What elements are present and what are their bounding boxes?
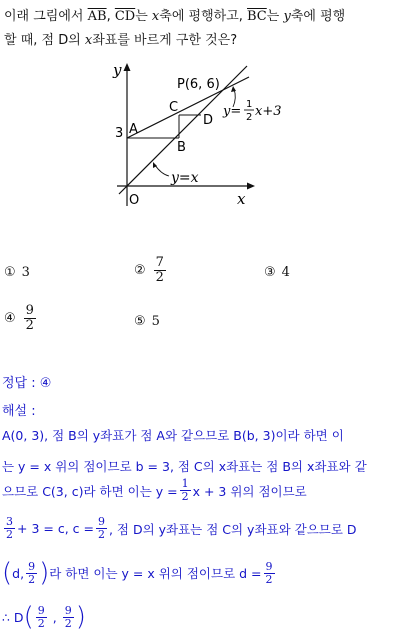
question-fragment: 는 [266, 9, 284, 24]
coordinate-figure [105, 58, 295, 218]
line2-eq: y=x [171, 170, 199, 186]
solution-heading: 해설 : [2, 404, 36, 419]
solution-text: + 3 = c, c = [17, 521, 94, 536]
segment-cd: $\overline{CD}$ [114, 9, 136, 24]
question-fragment: 축에 평행하고, [159, 9, 248, 24]
fraction-denominator: 2 [64, 616, 72, 630]
fraction-denominator: 2 [37, 616, 45, 630]
fraction-half [180, 478, 191, 503]
solution-block [2, 372, 398, 642]
fraction-numerator: 9 [37, 603, 45, 617]
fraction-9-2 [26, 561, 37, 586]
paren-right: ) [39, 558, 50, 588]
label-pointer-line2 [155, 165, 169, 176]
question-line-2 [4, 30, 396, 52]
solution-line-2: 는 y = x 위의 점이므로 b = 3, 점 C의 x좌표는 점 B의 x좌표와 같 [2, 459, 367, 474]
point-p-label: P(6, 6) [177, 77, 220, 92]
line1-eq-num: 1 [246, 99, 253, 110]
solution-text: 으므로 C(3, c)라 하면 이는 y = [2, 483, 178, 499]
var-y: y [283, 9, 291, 24]
choice-mark: ④ [4, 311, 16, 326]
fraction-denominator: 2 [25, 318, 34, 333]
point-a-label: A [129, 122, 138, 137]
solution-text: x + 3 위의 점이므로 [192, 483, 307, 499]
line1-eq-prefix: y= [223, 104, 242, 119]
y-axis-arrow [124, 63, 131, 71]
question-line-1 [4, 6, 396, 28]
choice-fraction [154, 256, 166, 285]
choice-4[interactable] [4, 304, 38, 333]
point-d-label: D [203, 113, 214, 128]
choice-3[interactable] [264, 265, 290, 280]
fraction-numerator: 9 [28, 559, 36, 573]
point-c-label: C [169, 100, 179, 115]
fraction-numerator: 9 [265, 559, 273, 573]
choice-2[interactable] [134, 256, 168, 285]
fraction-denominator: 2 [6, 528, 13, 541]
fraction-denominator: 2 [155, 270, 164, 285]
choice-mark: ③ [264, 265, 276, 280]
solution-line-5 [2, 560, 277, 586]
solution-line-6 [2, 604, 86, 630]
question-fragment: 는 [135, 9, 152, 24]
y-axis-label: y [113, 61, 122, 79]
fraction-numerator: 7 [155, 255, 164, 270]
question-fragment: 이래 그림에서 [4, 9, 88, 24]
fraction-9-2 [36, 605, 47, 630]
question-text [4, 6, 396, 52]
segment-bc: $\overline{BC}$ [247, 9, 267, 24]
solution-text: ∴ D [2, 609, 24, 625]
paren-left: ( [23, 602, 34, 632]
choice-1[interactable] [4, 265, 30, 280]
choice-value: 3 [21, 265, 30, 280]
solution-text: d, [12, 565, 25, 581]
segment-ab: $\overline{AB}$ [87, 9, 107, 24]
fraction-denominator: 2 [181, 490, 189, 503]
point-b-label: B [177, 140, 186, 155]
fraction-9-2 [63, 605, 74, 630]
x-axis-label: x [237, 190, 246, 208]
fraction-denominator: 2 [28, 572, 36, 586]
choice-mark: ⑤ [134, 314, 146, 329]
x-axis-arrow [247, 183, 255, 190]
origin-label: O [129, 193, 140, 208]
question-fragment: 축에 평행 [290, 9, 346, 24]
choice-value: 5 [151, 314, 160, 329]
solution-comma: , [52, 609, 57, 625]
var-x: x [84, 33, 93, 48]
solution-line-3 [2, 478, 307, 503]
pointer-arrowhead [231, 86, 236, 92]
question-fragment: 좌표를 바르게 구한 것은? [92, 33, 238, 48]
question-fragment: 할 때, 점 D의 [4, 33, 85, 48]
paren-left: ( [2, 558, 13, 588]
answer-line: 정답 : ④ [2, 376, 52, 391]
y-intercept-label: 3 [115, 126, 124, 141]
fraction-numerator: 1 [181, 477, 189, 490]
fraction-numerator: 9 [64, 603, 72, 617]
choice-5[interactable] [134, 314, 160, 329]
fraction-numerator: 9 [97, 515, 105, 528]
choice-value: 4 [281, 265, 290, 280]
solution-line-1: A(0, 3), 점 B의 y좌표가 점 A와 같으므로 B(b, 3)이라 하면 이 [2, 428, 344, 443]
line1-eq-suffix: x+3 [255, 104, 282, 119]
choice-mark: ② [134, 263, 146, 278]
var-x: x [151, 9, 160, 24]
choice-mark: ① [4, 265, 16, 280]
fraction-9-2 [264, 561, 275, 586]
fraction-3-2 [4, 516, 15, 541]
fraction-numerator: 3 [6, 515, 13, 528]
question-fragment: , [106, 9, 115, 24]
fraction-denominator: 2 [265, 572, 273, 586]
solution-line-4 [2, 516, 357, 541]
fraction-9-2 [96, 516, 107, 541]
fraction-denominator: 2 [97, 528, 105, 541]
fraction-numerator: 9 [25, 303, 34, 318]
paren-right: ) [75, 602, 86, 632]
solution-text: , 점 D의 y좌표는 점 C의 y좌표와 같으므로 D [108, 521, 357, 537]
choice-fraction [24, 304, 36, 333]
solution-text: 라 하면 이는 y = x 위의 점이므로 d = [49, 566, 262, 581]
line1-eq-den: 2 [246, 112, 253, 123]
